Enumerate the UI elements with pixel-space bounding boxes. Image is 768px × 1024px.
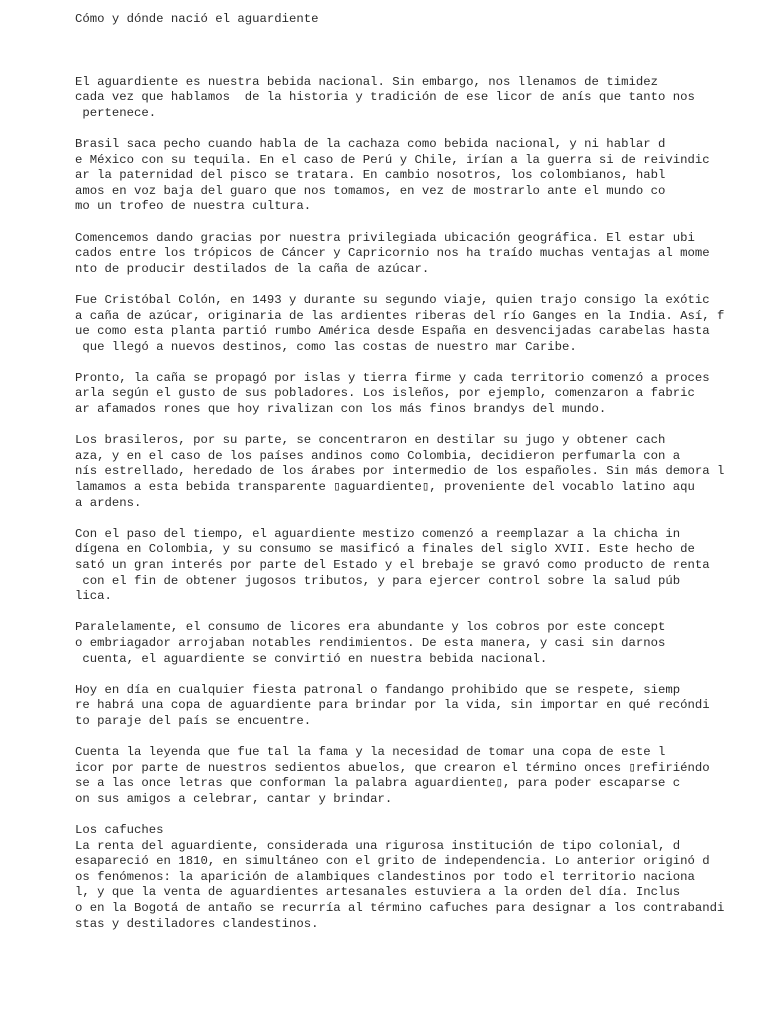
text-line: esapareció en 1810, en simultáneo con el grito de independencia. Lo anterior originó d <box>75 854 710 869</box>
paragraph <box>75 371 755 418</box>
text-line: to paraje del país se encuentre. <box>75 713 312 728</box>
text-line: ar afamados rones que hoy rivalizan con los más finos brandys del mundo. <box>75 402 607 417</box>
paragraph <box>75 433 755 511</box>
paragraph <box>75 293 755 355</box>
text-line: Fue Cristóbal Colón, en 1493 y durante su segundo viaje, quien trajo consigo la exótic <box>75 292 710 307</box>
paragraph <box>75 231 755 278</box>
text-line: dígena en Colombia, y su consumo se masificó a finales del siglo XVII. Este hecho de <box>75 542 695 557</box>
paragraph <box>75 745 755 807</box>
text-line: ue como esta planta partió rumbo América desde España en desvencijadas carabelas hasta <box>75 324 710 339</box>
text-line: Pronto, la caña se propagó por islas y tierra firme y cada territorio comenzó a proces <box>75 370 710 385</box>
text-line: icor por parte de nuestros sedientos abuelos, que crearon el término onces ▯refiriéndo <box>75 760 710 775</box>
text-line: cados entre los trópicos de Cáncer y Capricornio nos ha traído muchas ventajas al mome <box>75 246 710 261</box>
text-line: lamamos a esta bebida transparente ▯aguardiente▯, proveniente del vocablo latino aqu <box>75 480 695 495</box>
paragraph <box>75 137 755 215</box>
text-line: lica. <box>75 589 112 604</box>
document-title: Cómo y dónde nació el aguardiente <box>75 12 319 26</box>
text-line: mo un trofeo de nuestra cultura. <box>75 199 312 214</box>
text-line: o en la Bogotá de antaño se recurría al término cafuches para designar a los contrabandi <box>75 901 725 916</box>
text-line: El aguardiente es nuestra bebida nacional. Sin embargo, nos llenamos de timidez <box>75 74 658 89</box>
text-line: Brasil saca pecho cuando habla de la cachaza como bebida nacional, y ni hablar d <box>75 136 666 151</box>
text-line: cuenta, el aguardiente se convirtió en nuestra bebida nacional. <box>75 651 548 666</box>
text-line: ar la paternidad del pisco se tratara. En cambio nosotros, los colombianos, habl <box>75 168 666 183</box>
paragraph <box>75 823 755 932</box>
text-line: Paralelamente, el consumo de licores era abundante y los cobros por este concept <box>75 620 666 635</box>
paragraph <box>75 75 755 122</box>
text-line: arla según el gusto de sus pobladores. Los isleños, por ejemplo, comenzaron a fabric <box>75 386 695 401</box>
text-line: cada vez que hablamos de la historia y tradición de ese licor de anís que tanto nos <box>75 90 695 105</box>
text-line: a caña de azúcar, originaria de las ardientes riberas del río Ganges en la India. Así, f <box>75 308 725 323</box>
paragraph <box>75 527 755 605</box>
text-line: os fenómenos: la aparición de alambiques clandestinos por todo el territorio naciona <box>75 869 695 884</box>
text-line: Los cafuches <box>75 823 164 838</box>
text-line: Los brasileros, por su parte, se concentraron en destilar su jugo y obtener cach <box>75 433 666 448</box>
text-line: o embriagador arrojaban notables rendimientos. De esta manera, y casi sin darnos <box>75 635 666 650</box>
text-line: nís estrellado, heredado de los árabes por intermedio de los españoles. Sin más demora l <box>75 464 725 479</box>
text-line: sató un gran interés por parte del Estado y el brebaje se gravó como producto de renta <box>75 558 710 572</box>
text-line: Comencemos dando gracias por nuestra privilegiada ubicación geográfica. El estar ubi <box>75 230 695 245</box>
text-line: l, y que la venta de aguardientes artesanales estuviera a la orden del día. Inclus <box>75 885 681 900</box>
text-line: Con el paso del tiempo, el aguardiente mestizo comenzó a reemplazar a la chicha in <box>75 526 681 541</box>
text-line: Hoy en día en cualquier fiesta patronal o fandango prohibido que se respete, siemp <box>75 682 681 697</box>
text-line: se a las once letras que conforman la palabra aguardiente▯, para poder escaparse c <box>75 776 681 791</box>
text-line: a ardens. <box>75 495 142 510</box>
text-line: que llegó a nuevos destinos, como las costas de nuestro mar Caribe. <box>75 339 577 354</box>
text-line: aza, y en el caso de los países andinos como Colombia, decidieron perfumarla con a <box>75 448 681 463</box>
text-line: on sus amigos a celebrar, cantar y brindar. <box>75 791 393 806</box>
text-line: Cuenta la leyenda que fue tal la fama y la necesidad de tomar una copa de este l <box>75 745 666 760</box>
paragraph <box>75 620 755 667</box>
paragraph-list <box>75 75 755 933</box>
text-line: nto de producir destilados de la caña de azúcar. <box>75 261 430 276</box>
paragraph <box>75 683 755 730</box>
text-line: e México con su tequila. En el caso de Perú y Chile, irían a la guerra si de reivindic <box>75 152 710 167</box>
text-line: stas y destiladores clandestinos. <box>75 916 319 931</box>
text-line: re habrá una copa de aguardiente para brindar por la vida, sin importar en qué recóndi <box>75 698 710 713</box>
text-line: con el fin de obtener jugosos tributos, y para ejercer control sobre la salud púb <box>75 573 681 588</box>
text-line: La renta del aguardiente, considerada una rigurosa institución de tipo colonial, d <box>75 838 681 853</box>
text-line: amos en voz baja del guaro que nos tomamos, en vez de mostrarlo ante el mundo co <box>75 183 666 198</box>
text-line: pertenece. <box>75 105 157 120</box>
document-body <box>75 12 755 948</box>
